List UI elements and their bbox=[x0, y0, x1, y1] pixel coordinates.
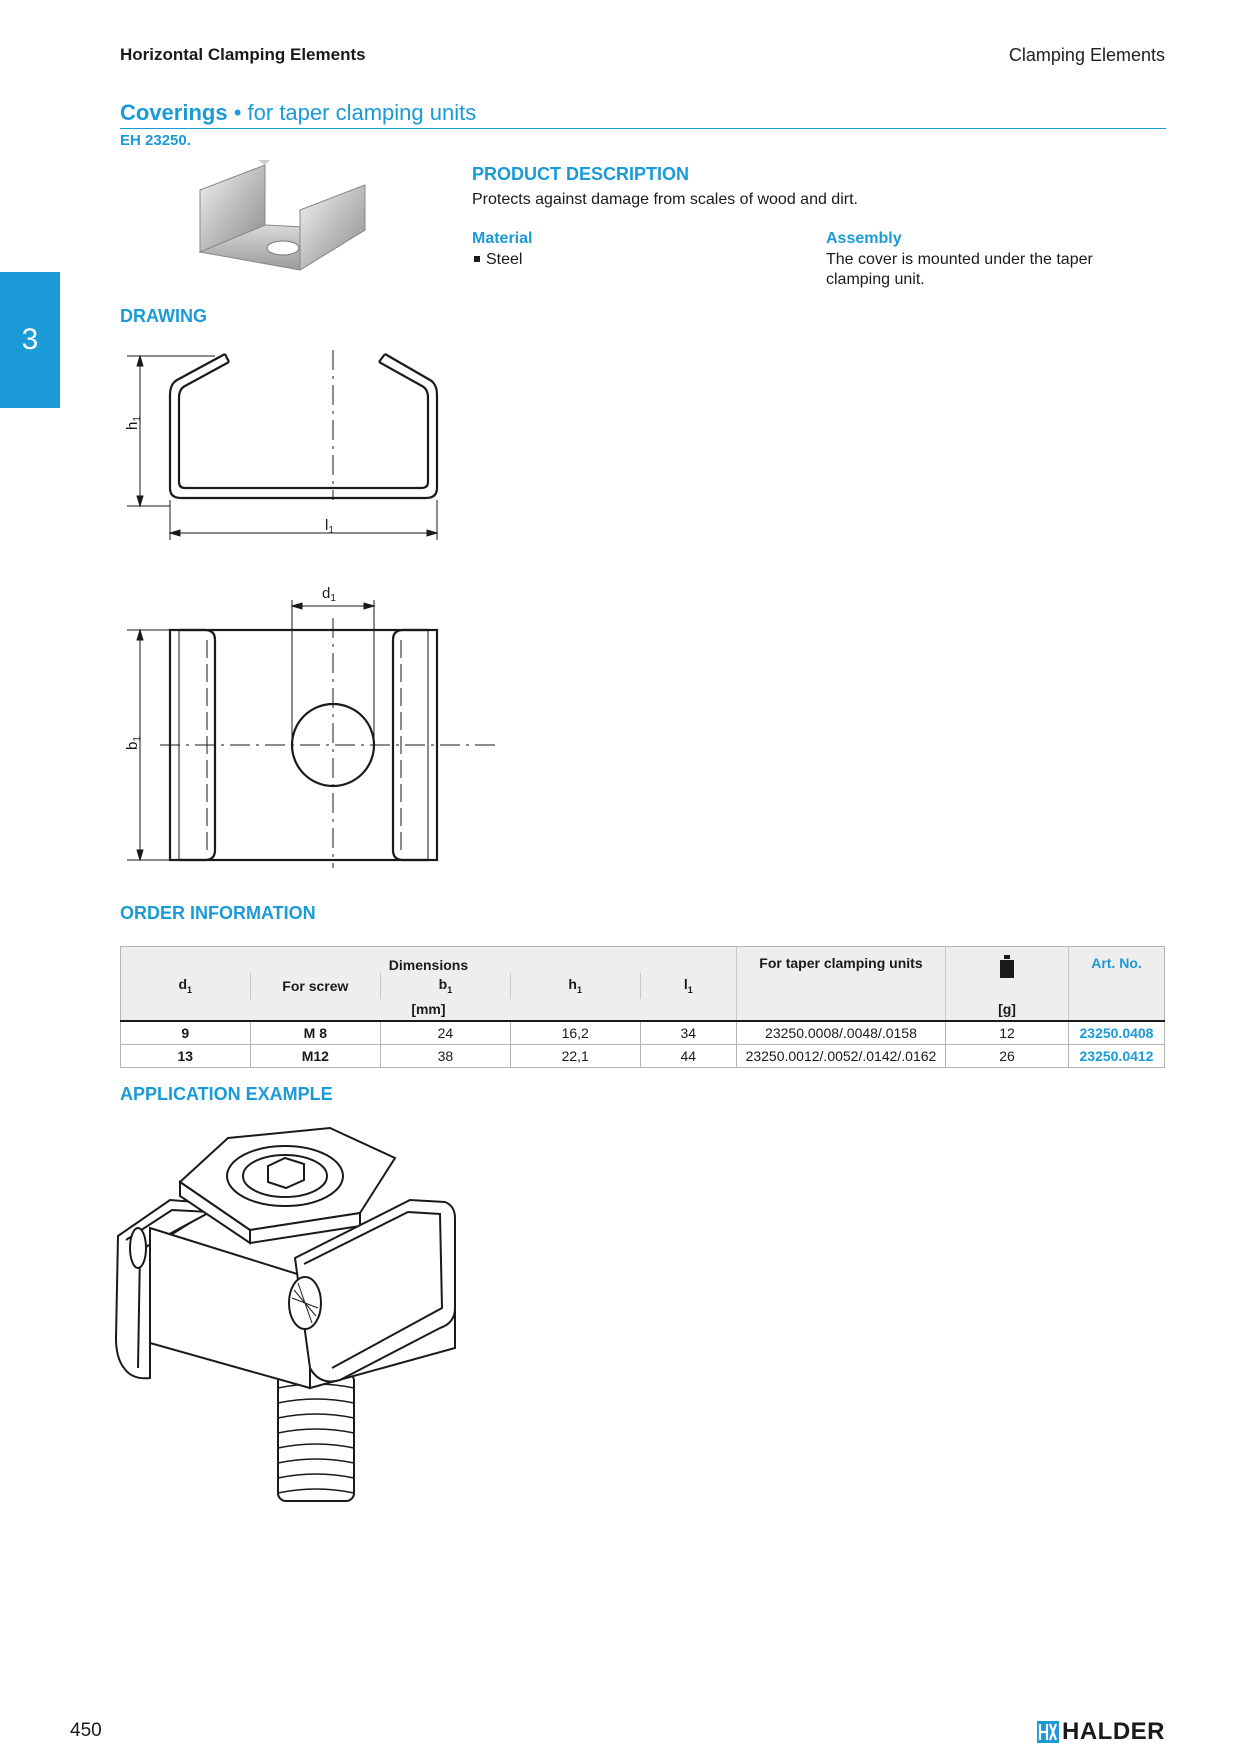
cell-d1: 13 bbox=[121, 1044, 251, 1067]
header-dimensions: Dimensions bbox=[121, 947, 737, 973]
cell-screw: M 8 bbox=[250, 1021, 381, 1045]
assembly-text bbox=[826, 250, 1093, 290]
product-description-heading: PRODUCT DESCRIPTION bbox=[472, 164, 690, 184]
assembly-line-2: clamping unit. bbox=[826, 271, 925, 288]
cell-art-no[interactable]: 23250.0412 bbox=[1068, 1044, 1164, 1067]
product-description-text: Protects against damage from scales of wood and dirt. bbox=[472, 191, 858, 208]
cell-screw: M12 bbox=[250, 1044, 381, 1067]
chapter-number: 3 bbox=[21, 323, 39, 356]
header-art-no: Art. No. bbox=[1068, 947, 1164, 999]
cell-taper: 23250.0008/.0048/.0158 bbox=[736, 1021, 945, 1045]
material-label: Material bbox=[472, 230, 533, 247]
cell-h1: 22,1 bbox=[510, 1044, 640, 1067]
cell-l1: 44 bbox=[640, 1044, 736, 1067]
header-unit-mm: [mm] bbox=[121, 999, 737, 1021]
cell-b1: 24 bbox=[381, 1021, 511, 1045]
cell-weight: 26 bbox=[946, 1044, 1069, 1067]
header-unit-empty-2 bbox=[1068, 999, 1164, 1021]
side-view-drawing bbox=[115, 340, 515, 550]
top-view-drawing bbox=[115, 578, 515, 878]
material-value bbox=[472, 250, 522, 270]
header-l1: $l_1$ bbox=[640, 973, 736, 999]
header-d1: $d_1$ bbox=[121, 973, 251, 999]
header-for-screw: For screw bbox=[250, 973, 381, 999]
header-unit-empty bbox=[736, 999, 945, 1021]
title-divider bbox=[120, 128, 1166, 129]
chapter-tab[interactable] bbox=[0, 272, 60, 408]
table-row bbox=[121, 1044, 1165, 1067]
product-photo bbox=[180, 160, 390, 295]
label-d1: $d_1$ bbox=[322, 585, 336, 604]
header-category: Clamping Elements bbox=[1008, 45, 1165, 65]
label-l1: $l_1$ bbox=[325, 517, 334, 536]
order-information-heading: ORDER INFORMATION bbox=[120, 903, 316, 923]
title-main: Coverings bbox=[120, 100, 228, 125]
cell-taper: 23250.0012/.0052/.0142/.0162 bbox=[736, 1044, 945, 1067]
drawing-heading: DRAWING bbox=[120, 306, 207, 326]
page-number: 450 bbox=[70, 1720, 102, 1741]
bullet-icon bbox=[474, 256, 480, 262]
cell-art-no[interactable]: 23250.0408 bbox=[1068, 1021, 1164, 1045]
header-h1: $h_1$ bbox=[510, 973, 640, 999]
material-text: Steel bbox=[486, 251, 523, 268]
header-section-title: Horizontal Clamping Elements bbox=[120, 45, 366, 64]
cell-b1: 38 bbox=[381, 1044, 511, 1067]
header-weight bbox=[946, 947, 1069, 999]
order-table bbox=[120, 946, 1165, 1068]
cell-weight: 12 bbox=[946, 1021, 1069, 1045]
cell-h1: 16,2 bbox=[510, 1021, 640, 1045]
table-row bbox=[121, 1021, 1165, 1045]
page-title bbox=[120, 100, 476, 126]
logo-text: HALDER bbox=[1062, 1718, 1165, 1745]
header-b1: $b_1$ bbox=[381, 973, 511, 999]
title-separator: • bbox=[227, 100, 248, 125]
application-example-drawing bbox=[110, 1118, 515, 1513]
cell-l1: 34 bbox=[640, 1021, 736, 1045]
header-unit-g: [g] bbox=[946, 999, 1069, 1021]
weight-icon bbox=[999, 955, 1015, 979]
label-h1: $h_1$ bbox=[124, 416, 143, 430]
title-sub: for taper clamping units bbox=[247, 100, 477, 125]
assembly-line-1: The cover is mounted under the taper bbox=[826, 251, 1093, 268]
assembly-label: Assembly bbox=[826, 230, 902, 247]
product-code: EH 23250. bbox=[120, 132, 191, 149]
label-b1: $b_1$ bbox=[124, 736, 143, 750]
cell-d1: 9 bbox=[121, 1021, 251, 1045]
header-taper-units: For taper clamping units bbox=[736, 947, 945, 999]
halder-logo-icon bbox=[1037, 1721, 1059, 1743]
application-example-heading: APPLICATION EXAMPLE bbox=[120, 1084, 333, 1104]
brand-logo bbox=[1037, 1718, 1165, 1746]
